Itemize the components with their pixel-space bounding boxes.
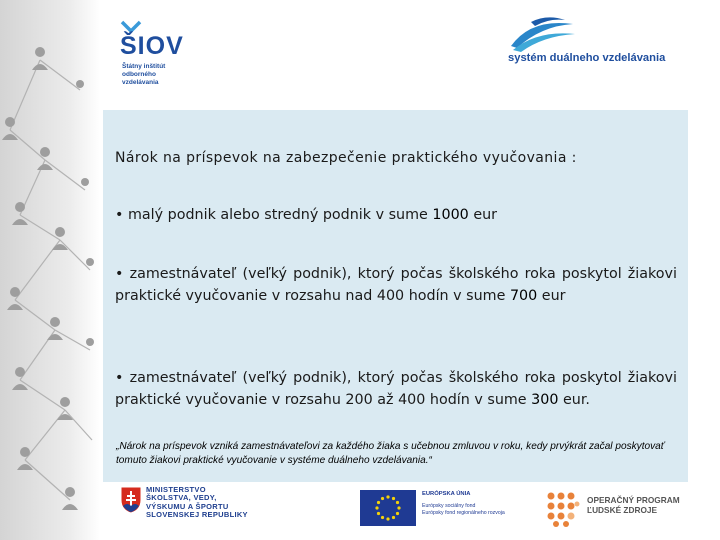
eu-text [422, 491, 505, 517]
siov-logo [112, 18, 202, 93]
ministry-line: ŠKOLSTVA, VEDY, [146, 493, 217, 503]
slovak-crest-icon [120, 486, 142, 514]
decorative-network-strip [0, 0, 100, 540]
opz-text [587, 495, 680, 515]
eu-flag-icon [360, 490, 416, 526]
ministry-line: SLOVENSKEJ REPUBLIKY [146, 509, 248, 519]
dual-logo-text: systém duálneho vzdelávania [508, 52, 666, 64]
amount-value: 300 [531, 392, 559, 408]
opz-line: ĽUDSKÉ ZDROJE [587, 505, 658, 515]
bullet-text: • malý podnik alebo stredný podnik v sume [115, 207, 433, 223]
eu-logo [360, 490, 510, 530]
eu-fund-line: Európsky sociálny fond [422, 503, 476, 509]
bullet-large-enterprise-200-400 [115, 367, 677, 411]
bullet-text: • zamestnávateľ (veľký podnik), ktorý počas školského roka poskytol žiakovi praktické vyučovanie v rozsahu 200 až 400 hodín v sume [115, 370, 677, 408]
eu-fund-line: Európsky fond regionálneho rozvoja [422, 510, 505, 516]
opz-line: OPERAČNÝ PROGRAM [587, 495, 680, 505]
dual-waves-icon [507, 16, 577, 52]
opz-dots-icon [545, 490, 581, 528]
dual-education-logo [505, 16, 695, 71]
operational-programme-logo [545, 490, 705, 532]
amount-value: 1000 [432, 207, 469, 223]
network-people-graphic [0, 0, 100, 540]
bullet-text: • zamestnávateľ (veľký podnik), ktorý počas školského roka poskytol žiakovi praktické vyučovanie v rozsahu nad 400 hodín v sume [115, 266, 677, 304]
siov-subtitle-line: odborného [122, 71, 156, 78]
siov-logo-name: ŠIOV [120, 32, 184, 60]
amount-value: 700 [509, 288, 538, 304]
siov-subtitle-line: vzdelávania [122, 79, 159, 86]
entitlement-note: „Nárok na príspevok vzniká zamestnávateľovi za každého žiaka s učebnou zmluvou v roku, kedy prvýkrát začal poskytovať tomuto žiakovi praktické vyučovanie v systéme duálneho vzdelávania.“ [116, 441, 665, 466]
siov-subtitle-line: Štátny inštitút [122, 63, 166, 70]
siov-logo-subtitle [122, 63, 202, 87]
ministry-text [146, 486, 248, 519]
eu-title: EURÓPSKA ÚNIA [422, 491, 471, 497]
amount-unit: eur. [558, 392, 590, 408]
ministry-line: VÝSKUMU A ŠPORTU [146, 501, 229, 511]
content-panel [103, 110, 688, 482]
amount-unit: eur [537, 288, 566, 304]
ministry-logo [120, 486, 260, 538]
contribution-heading: Nárok na príspevok na zabezpečenie praktického vyučovania : [115, 150, 577, 166]
footer-logos [0, 484, 720, 540]
amount-unit: eur [468, 207, 498, 223]
bullet-small-medium-enterprise [115, 204, 677, 226]
ministry-line: MINISTERSTVO [146, 485, 206, 494]
bullet-large-enterprise-over-400 [115, 263, 677, 307]
